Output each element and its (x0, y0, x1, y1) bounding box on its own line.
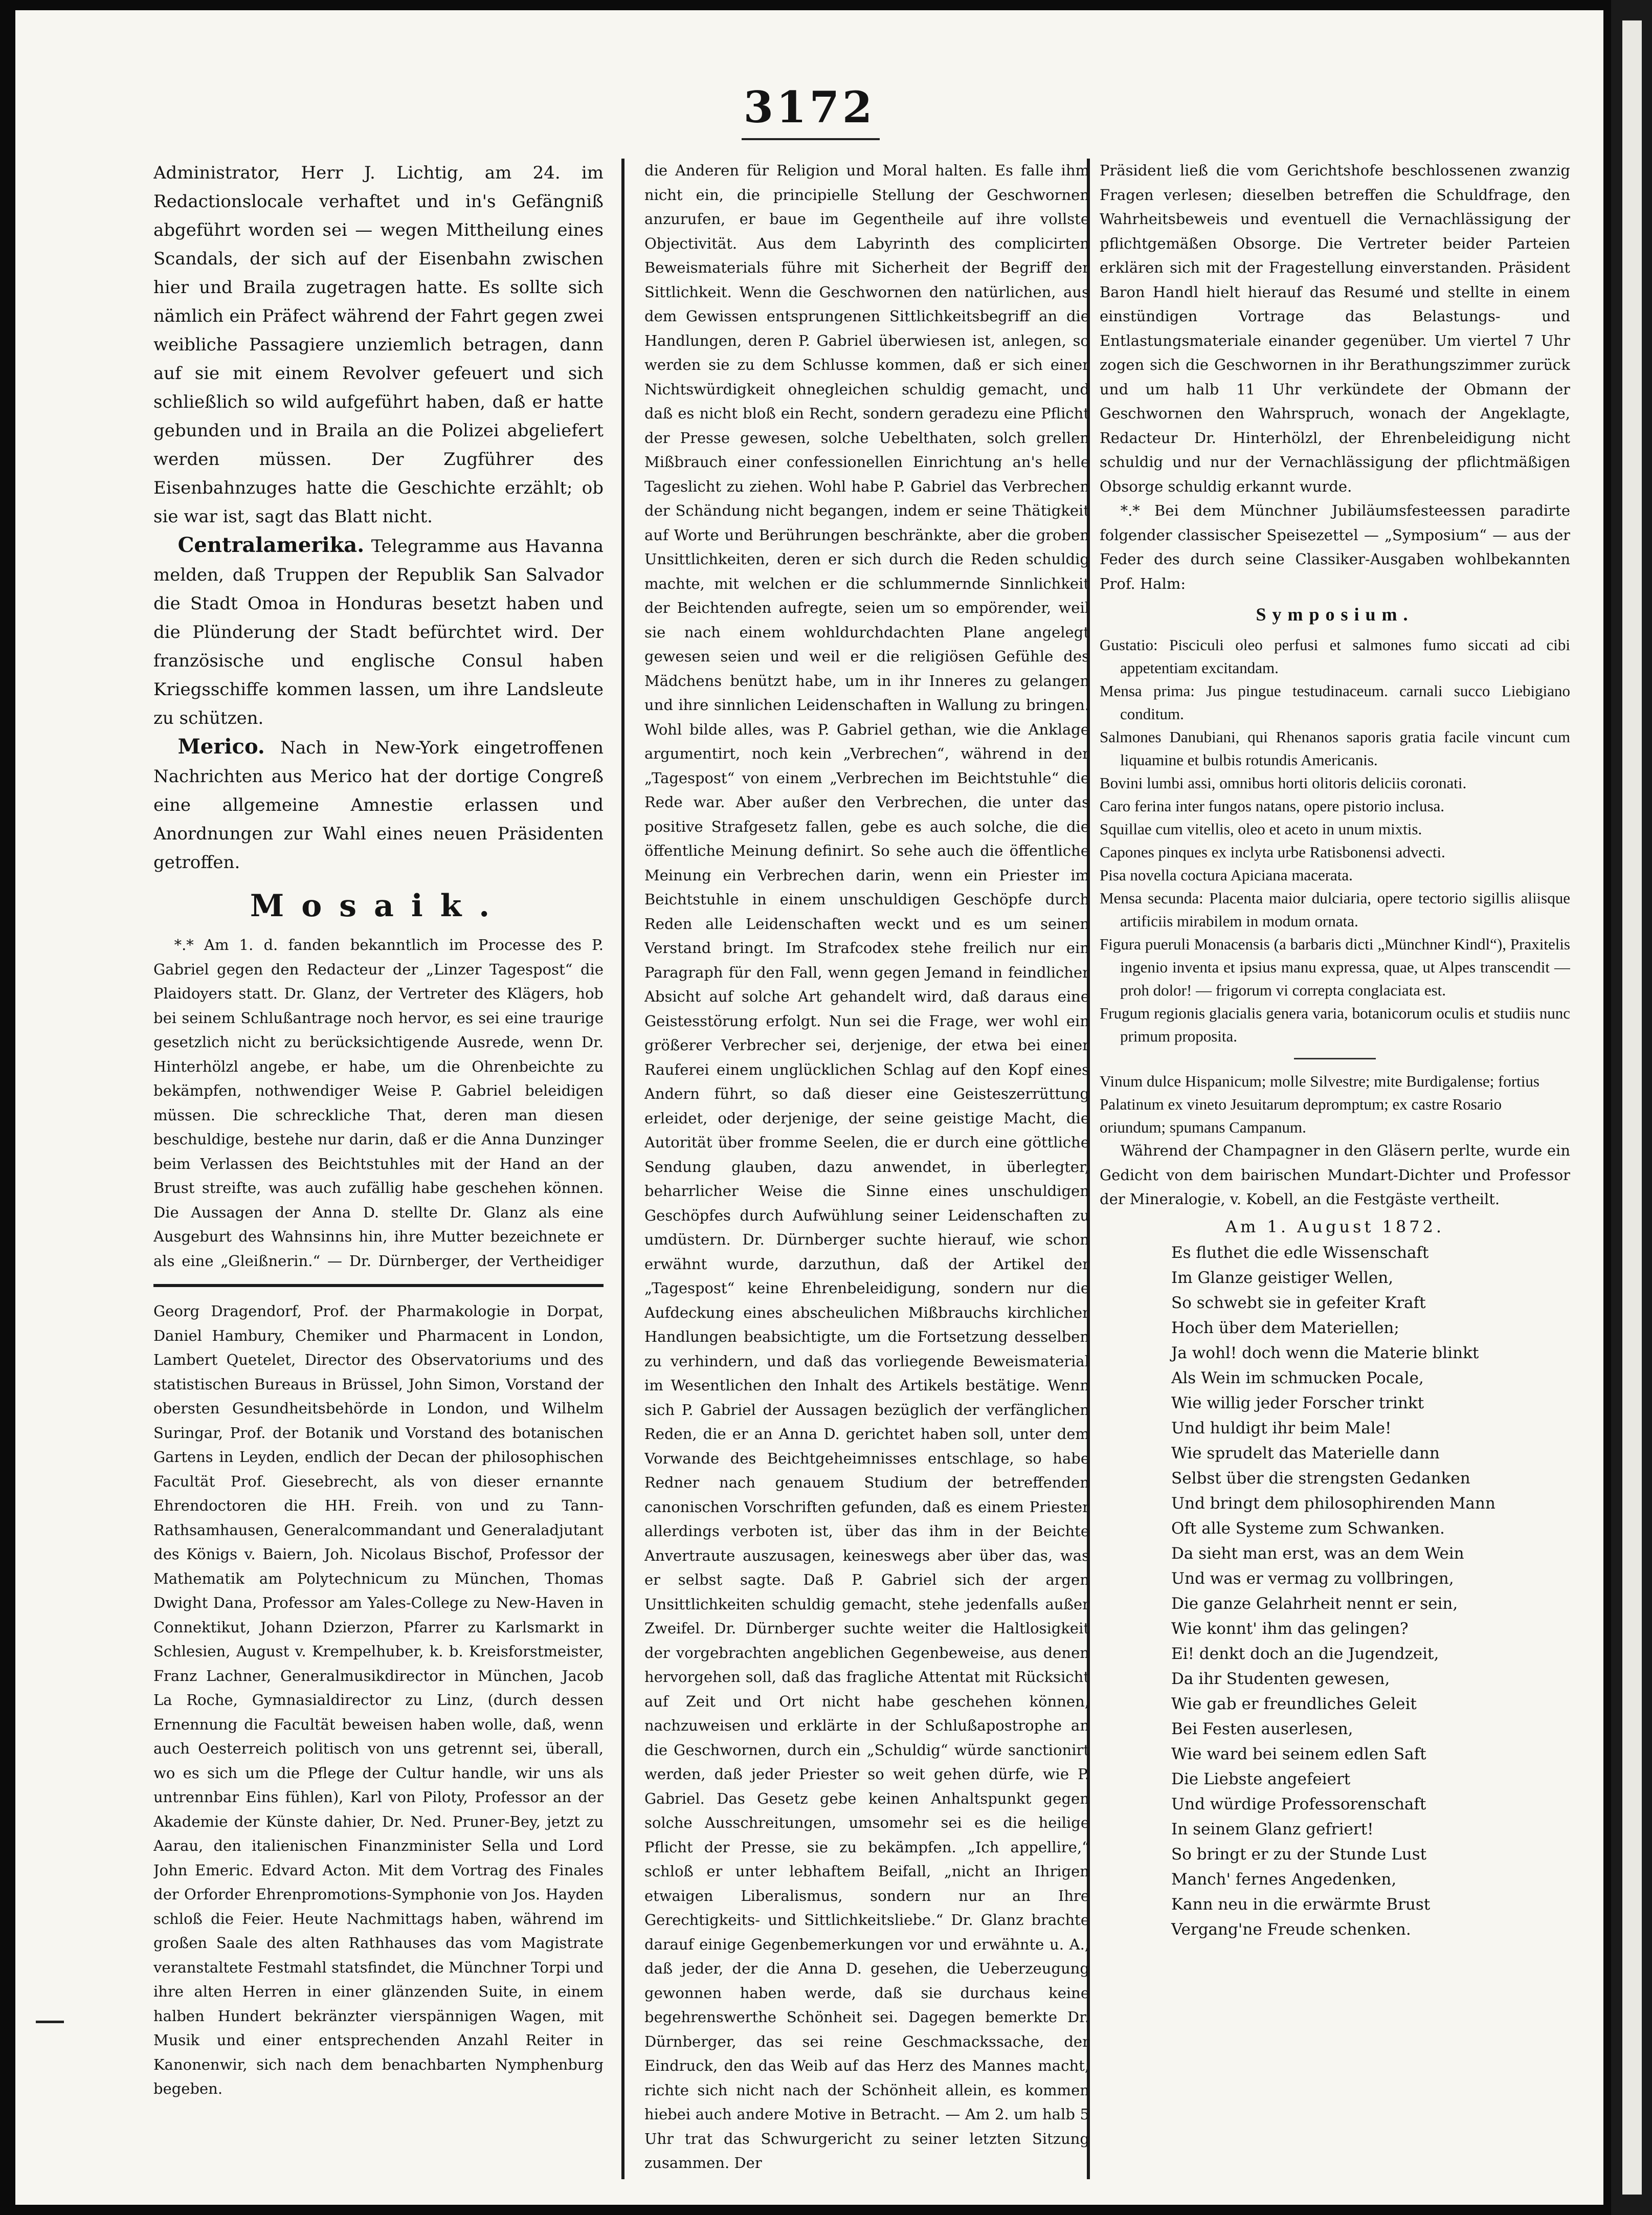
poem-line: Manch' fernes Angedenken, (1171, 1870, 1397, 1889)
column-divider-1 (621, 159, 624, 2179)
menu-item: Mensa prima: Jus pingue testudinaceum. carnali succo Liebigiano conditum. (1100, 682, 1570, 723)
text-centralamerika: Telegramme aus Havanna melden, daß Truppen der Republik San Salvador die Stadt Omoa in Honduras besetzt haben und die Plünderung der Stadt befürchtet wird. Der französische und englische Consul haben Kriegsschiffe kommen lassen, um ihre Landsleute zu schützen. (153, 536, 604, 728)
menu-item: Pisa novella coctura Apiciana macerata. (1100, 866, 1353, 884)
column-break-rule (153, 1284, 604, 1287)
poem-line: Wie gab er freundliches Geleit (1171, 1694, 1417, 1713)
verdict-report: Präsident ließ die vom Gerichtshofe beschlossenen zwanzig Fragen verlesen; dieselben betreffen die Schuldfrage, den Wahrheitsbeweis und eventuell die Vernachlässigung der pflichtgemäßen Obsorge. Die Vertreter beider Parteien erklären sich mit der Fragestellung einverstanden. Präsident Baron Handl hielt hierauf das Resumé und stellte in einem einstündigen Vortrage das Belastungs- und Entlastungsmateriale einander gegenüber. Um viertel 7 Uhr zogen sich die Geschwornen in ihr Berathungszimmer zurück und um halb 11 Uhr verkündete der Obmann der Geschwornen den Wahrspruch, wonach der Angeklagte, Redacteur Dr. Hinterhölzl, der Ehrenbeleidigung nicht schuldig und nur der Vernachlässigung der pflichtmäßigen Obsorge schuldig erkannt wurde. (1100, 162, 1570, 495)
margin-mark (36, 2021, 64, 2023)
poem-line: In seinem Glanz gefriert! (1171, 1820, 1374, 1839)
wine-list: Vinum dulce Hispanicum; molle Silvestre; mite Burdigalense; fortius Palatinum ex vineto Jesuitarum depromptum; ex castre Rosario oriundum; spumans Campanum. (1100, 1072, 1539, 1136)
poem-line: So schwebt sie in gefeiter Kraft (1171, 1293, 1426, 1312)
honorary-doctors-report: Georg Dragendorf, Prof. der Pharmakologie in Dorpat, Daniel Hambury, Chemiker und Pharmacent in London, Lambert Quetelet, Director des Observatoriums und des statistischen Bureaus in Brüssel, John Simon, Vorstand der obersten Gesundheitsbehörde in London, und Wilhelm Suringar, Prof. der Botanik und Vorstand des botanischen Gartens in Leyden, endlich der Decan der philosophischen Facultät Prof. Giesebrecht, als von dieser ernannte Ehrendoctoren die HH. Freih. von und zu Tann-Rathsamhausen, Generalcommandant und Generaladjutant des Königs v. Baiern, Joh. Nicolaus Bischof, Professor der Mathematik am Polytechnicum zu München, Thomas Dwight Dana, Professor am Yales-College zu New-Haven in Connektikut, Johann Dzierzon, Pfarrer zu Karlsmarkt in Schlesien, August v. Krempelhuber, k. b. Kreisforstmeister, Franz Lachner, Generalmusikdirector in München, Jacob La Roche, Gymnasialdirector zu Linz, (durch dessen Ernennung die Facultät beweisen haben wolle, daß, wenn auch Oesterreich politisch von uns getrennt sei, überall, wo es sich um die Pflege der Cultur handle, wir uns als untrennbar Eins fühlen), Karl von Piloty, Professor an der Akademie der Künste dahier, Dr. Ned. Pruner-Bey, jetzt zu Aarau, den italienischen Finanzminister Sella und Lord John Emeric. Edvard Acton. Mit dem Vortrag des Finales der Orforder Ehrenpromotions-Symphonie von Jos. Hayden schloß die Feier. Heute Nachmittags haben, während im großen Saale des alten Rathhauses das vom Magistrate veranstaltete Festmahl statsfindet, die Münchner Torpi und ihre alten Herren in einer glänzenden Suite, in einem halben Hundert bekränzter vierspännigen Wagen, mit Musik und einer entsprechenden Anzahl Reiter in Kanonenwir, sich nach dem benachbarten Nymphenburg begeben. (153, 1302, 604, 2097)
poem-line: Und würdige Professorenschaft (1171, 1795, 1426, 1813)
menu-item: Caro ferina inter fungos natans, opere pistorio inclusa. (1100, 797, 1445, 815)
menu-item: Capones pinques ex inclyta urbe Ratisbonensi advecti. (1100, 843, 1445, 861)
poem-line: Und bringt dem philosophirenden Mann (1171, 1494, 1495, 1513)
news-merico (153, 733, 604, 877)
heading-merico: Merico. (177, 735, 265, 759)
poem-line: Kann neu in die erwärmte Brust (1171, 1895, 1431, 1914)
menu-item: Gustatio: Pisciculi oleo perfusi et salmones fumo siccati ad cibi appetentiam excitandam. (1100, 636, 1570, 677)
heading-centralamerika: Centralamerika. (177, 533, 365, 557)
poem (1100, 1241, 1570, 1942)
menu-item: Figura pueruli Monacensis (a barbaris dicti „Münchner Kindl“), Praxitelis ingenio inventa et ipsius manu expressa, quae, ut Alpes transcendit — proh dolor! — frigorum vi correpta conglaciata est. (1100, 935, 1570, 999)
menu-item: Frugum regionis glacialis genera varia, botanicorum oculis et studiis nunc primum proposita. (1100, 1004, 1570, 1045)
newspaper-page (15, 10, 1603, 2205)
adjacent-page-strip (1622, 20, 1642, 2195)
menu-list (1100, 633, 1570, 1048)
poem-line: Da sieht man erst, was an dem Wein (1171, 1544, 1464, 1563)
poem-line: Vergang'ne Freude schenken. (1171, 1920, 1411, 1939)
column-middle (644, 159, 1089, 2174)
text-merico: Nach in New-York eingetroffenen Nachrichten aus Merico hat der dortige Congreß eine allgemeine Amnestie erlassen und Anordnungen zur Wahl eines neuen Präsidenten getroffen. (153, 738, 604, 873)
symposium-intro: *.* Bei dem Münchner Jubiläumsfesteessen paradirte folgender classischer Speisezettel — „Symposium“ — aus der Feder des durch seine Classiker-Ausgaben wohlbekannten Prof. Halm: (1100, 502, 1570, 592)
poem-line: Da ihr Studenten gewesen, (1171, 1669, 1390, 1688)
trial-report-continued: die Anderen für Religion und Moral halten. Es falle ihm nicht ein, die principielle Stellung der Geschwornen anzurufen, er baue im Gegentheile auf ihre vollste Objectivität. Aus dem Labyrinth des complicirten Beweismaterials führe mit Sicherheit der Begriff der Sittlichkeit. Wenn die Geschwornen den natürlichen, aus dem Gewissen entsprungenen Sittlichkeitsbegriff an die Handlungen, deren P. Gabriel überwiesen ist, anlegen, so werden sie zu dem Schlusse kommen, daß er sich einer Nichtswürdigkeit ohnegleichen schuldig gemacht, und daß es nicht bloß ein Recht, sondern geradezu eine Pflicht der Presse gewesen, solche Uebelthaten, solch grellen Mißbrauch einer confessionellen Einrichtung an's helle Tageslicht zu ziehen. Wohl habe P. Gabriel das Verbrechen der Schändung nicht begangen, indem er seine Thätigkeit auf Worte und Berührungen beschränkte, aber die groben Unsittlichkeiten, deren er sich durch die Reden schuldig machte, mit welchen er die schlummernde Sinnlichkeit der Beichtenden aufregte, seien um so empörender, weil sie nach einem wohldurchdachten Plane angelegt gewesen seien und weil er die religiösen Gefühle des Mädchens benützt habe, um in ihr Inneres zu gelangen und ihre sinnlichen Leidenschaften in Wallung zu bringen. Wohl bilde alles, was P. Gabriel gethan, wie die Anklage argumentirt, noch kein „Verbrechen“, während in der „Tagespost“ von einem „Verbrechen im Beichtstuhle“ die Rede war. Aber außer den Verbrechen, die unter das positive Strafgesetz fallen, gebe es auch solche, die die öffentliche Meinung definirt. So sehe auch die öffentliche Meinung ein Verbrechen darin, wenn ein Priester im Beichtstuhle in einem unschuldigen Geschöpfe durch Reden alle Leidenschaften weckt und es um seinen Verstand bringt. Im Strafcodex stehe freilich nur ein Paragraph für den Fall, wenn gegen Jemand in feindlicher Absicht auf solche Art gehandelt wird, daß daraus eine Geistesstörung erfolgt. Nun sei die Frage, wer wohl ein größerer Verbrecher sei, derjenige, der etwa bei einer Rauferei einem unglücklichen Schlag auf den Kopf eines Andern führt, so daß dieser eine Geisteszerrüttung erleidet, oder derjenige, der seine geistige Macht, die Autorität über fromme Seelen, die er durch eine göttliche Sendung glauben, dazu anwendet, in überlegter, beharrlicher Weise die Sinne eines unschuldigen Geschöpfes durch Aufwühlung seiner Leidenschaften zu umdüstern. Dr. Dürnberger suchte hierauf, wie schon erwähnt wurde, darzuthun, daß der Artikel der „Tagespost“ keine Ehrenbeleidigung, sondern nur die Aufdeckung eines abscheulichen Mißbrauchs kirchlicher Handlungen beabsichtigte, um die Fortsetzung desselben zu verhindern, und daß das vorliegende Beweismaterial im Wesentlichen den Inhalt des Artikels bestätige. Wenn sich P. Gabriel der Aussagen bezüglich der verfänglichen Reden, die er an Anna D. gerichtet haben soll, unter dem Vorwande des Beichtgeheimnisses entschlage, so habe Redner nach genauem Studium der betreffenden canonischen Vorschriften gefunden, daß es einem Priester allerdings verboten ist, über das ihm in der Beichte Anvertraute auszusagen, keineswegs aber über das, was er selbst sagte. Daß P. Gabriel sich der argen Unsittlichkeiten schuldig gemacht, stehe jedenfalls außer Zweifel. Dr. Dürnberger suchte weiter die Haltlosigkeit der vorgebrachten angeblichen Gegenbeweise, aus denen hervorgehen soll, daß das fragliche Attentat mit Rücksicht auf Zeit und Ort nicht habe geschehen können, nachzuweisen und erklärte in der Schlußapostrophe an die Geschwornen, durch ein „Schuldig“ würde sanctionirt werden, daß jeder Priester so weit gehen dürfe, wie P. Gabriel. Das Gesetz gebe keinen Anhaltspunkt gegen solche Ausschreitungen, umsomehr sei es die heilige Pflicht der Presse, sie zu bekämpfen. „Ich appellire,“ schloß er unter lebhaftem Beifall, „nicht an Ihrigen etwaigen Liberalismus, sondern nur an Ihre Gerechtigkeits- und Sittlichkeitsliebe.“ Dr. Glanz brachte darauf einige Gegenbemerkungen vor und erwähnte u. A., daß jeder, der die Anna D. gesehen, die Ueberzeugung gewonnen haben werde, daß sie durchaus keine begehrenswerthe Schönheit sei. Dagegen bemerkte Dr. Dürnberger, das sei reine Geschmackssache, der Eindruck, den das Weib auf das Herz des Mannes macht, richte sich nicht nach der Schönheit allein, es kommen hiebei auch andere Motive in Betracht. — Am 2. um halb 5 Uhr trat das Schwurgericht zu seiner letzten Sitzung zusammen. Der (644, 162, 1089, 2172)
poem-line: Die ganze Gelahrheit nennt er sein, (1171, 1594, 1458, 1613)
poem-intro: Während der Champagner in den Gläsern perlte, wurde ein Gedicht von dem bairischen Mundart-Dichter und Professor der Mineralogie, v. Kobell, an die Festgäste vertheilt. (1100, 1142, 1570, 1208)
poem-title: Am 1. August 1872. (1225, 1216, 1445, 1236)
adjacent-page-edge (1611, 0, 1652, 2215)
column-right (1100, 159, 1570, 2174)
poem-line: Als Wein im schmucken Pocale, (1171, 1368, 1424, 1387)
page-number: 3172 (743, 82, 876, 132)
column-left-bottom (153, 1299, 604, 2174)
poem-line: Und was er vermag zu vollbringen, (1171, 1569, 1454, 1588)
column-left-top (153, 159, 604, 1274)
poem-line: Im Glanze geistiger Wellen, (1171, 1268, 1394, 1287)
poem-line: Ja wohl! doch wenn die Materie blinkt (1171, 1343, 1479, 1362)
section-title-mosaik: Mosaik. (250, 888, 507, 924)
mosaik-trial-report: *.* Am 1. d. fanden bekanntlich im Processe des P. Gabriel gegen den Redacteur der „Linzer Tagespost“ die Plaidoyers statt. Dr. Glanz, der Vertreter des Klägers, hob bei seinem Schlußantrage noch hervor, es sei eine traurige gesetzlich nicht zu berücksichtigende Ausrede, wenn Dr. Hinterhölzl angebe, er habe, um die Ohrenbeichte zu bekämpfen, nothwendiger Weise P. Gabriel beleidigen müssen. Die schreckliche That, deren man diesen beschuldige, bestehe nur darin, daß er die Anna Dunzinger beim Verlassen des Beichtstuhles mit der Hand an der Brust streifte, was auch zufällig habe geschehen können. Die Aussagen der Anna D. stellte Dr. Glanz als eine Ausgeburt des Wahnsinns hin, ihre Mutter bezeichnete er als eine „Gleißnerin.“ — Dr. Dürnberger, der Vertheidiger (153, 936, 604, 1270)
poem-line: Wie willig jeder Forscher trinkt (1171, 1393, 1424, 1412)
poem-line: Und huldigt ihr beim Male! (1171, 1419, 1392, 1437)
news-centralamerika (153, 531, 604, 733)
menu-title: Symposium. (1256, 604, 1414, 625)
poem-line: Wie konnt' ihm das gelingen? (1171, 1619, 1409, 1638)
poem-line: Selbst über die strengsten Gedanken (1171, 1469, 1470, 1488)
menu-item: Squillae cum vitellis, oleo et aceto in unum mixtis. (1100, 820, 1422, 838)
poem-line: Die Liebste angefeiert (1171, 1769, 1351, 1788)
poem-line: Hoch über dem Materiellen; (1171, 1318, 1399, 1337)
poem-line: Ei! denkt doch an die Jugendzeit, (1171, 1644, 1439, 1663)
news-braila: Administrator, Herr J. Lichtig, am 24. im Redactionslocale verhaftet und in's Gefängniß abgeführt worden sei — wegen Mittheilung eines Scandals, der sich auf der Eisenbahn zwischen hier und Braila zugetragen hatte. Es sollte sich nämlich ein Präfect während der Fahrt gegen zwei weibliche Passagiere unziemlich betragen, dann auf sie mit einem Revolver gefeuert und sich schließlich so wild aufgeführt haben, daß er hatte gebunden und in Braila an die Polizei abgeliefert werden müssen. Der Zugführer des Eisenbahnzuges hatte die Geschichte erzählt; ob sie war ist, sagt das Blatt nicht. (153, 163, 604, 527)
menu-item: Mensa secunda: Placenta maior dulciaria, opere tectorio sigillis aliisque artificiis mirabilem in modum ornata. (1100, 889, 1570, 930)
poem-line: Wie ward bei seinem edlen Saft (1171, 1744, 1426, 1763)
menu-separator (1294, 1058, 1376, 1059)
poem-line: Bei Festen auserlesen, (1171, 1719, 1353, 1738)
poem-line: So bringt er zu der Stunde Lust (1171, 1845, 1427, 1864)
poem-line: Wie sprudelt das Materielle dann (1171, 1444, 1440, 1463)
page-number-underline (742, 138, 880, 140)
poem-line: Es fluthet die edle Wissenschaft (1171, 1243, 1429, 1262)
menu-item: Salmones Danubiani, qui Rhenanos saporis gratia facile vincunt cum liquamine et bulbis rotundis Americanis. (1100, 728, 1570, 769)
poem-line: Oft alle Systeme zum Schwanken. (1171, 1519, 1445, 1538)
menu-item: Bovini lumbi assi, omnibus horti olitoris deliciis coronati. (1100, 774, 1467, 792)
